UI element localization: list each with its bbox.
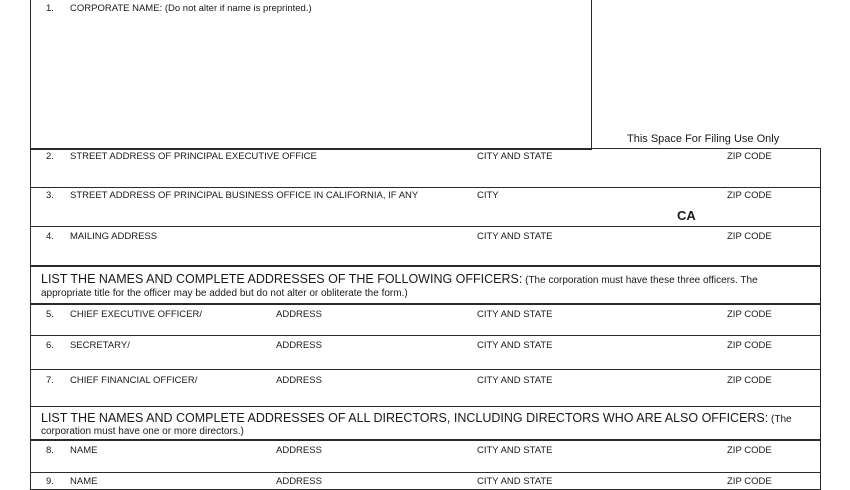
zip-code-label: ZIP CODE [727, 190, 772, 201]
director-name-label: NAME [70, 445, 98, 456]
secretary-label: SECRETARY/ [70, 340, 130, 351]
chief-executive-officer-label: CHIEF EXECUTIVE OFFICER/ [70, 309, 202, 320]
corporate-name-box[interactable] [30, 0, 592, 150]
item-number: 2. [46, 151, 54, 162]
state-value-ca: CA [677, 208, 696, 223]
zip-code-label: ZIP CODE [727, 340, 772, 351]
zip-code-label: ZIP CODE [727, 309, 772, 320]
item-number: 4. [46, 231, 54, 242]
city-label: CITY [477, 190, 499, 201]
zip-code-label: ZIP CODE [727, 445, 772, 456]
item-number: 3. [46, 190, 54, 201]
california-business-office-label: STREET ADDRESS OF PRINCIPAL BUSINESS OFFICE IN CALIFORNIA, IF ANY [70, 190, 419, 201]
address-block [30, 148, 821, 266]
directors-header-line2: corporation must have one or more directors.) [41, 426, 244, 437]
city-state-label: CITY AND STATE [477, 231, 553, 242]
officers-header-line1 [41, 273, 758, 287]
address-label: ADDRESS [276, 445, 322, 456]
city-state-label: CITY AND STATE [477, 375, 553, 386]
item-number: 9. [46, 476, 54, 487]
zip-code-label: ZIP CODE [727, 375, 772, 386]
city-state-label: CITY AND STATE [477, 476, 553, 487]
row-divider [30, 187, 821, 188]
director-name-label: NAME [70, 476, 98, 487]
directors-header-note: (The [768, 414, 792, 425]
item-number: 1. [46, 3, 54, 14]
zip-code-label: ZIP CODE [727, 151, 772, 162]
filing-space-label: This Space For Filing Use Only [627, 133, 780, 145]
address-label: ADDRESS [276, 340, 322, 351]
mailing-address-label: MAILING ADDRESS [70, 231, 158, 242]
zip-code-label: ZIP CODE [727, 476, 772, 487]
row-divider [30, 226, 821, 227]
directors-block [30, 440, 821, 490]
address-label: ADDRESS [276, 309, 322, 320]
officers-header-note: (The corporation must have these three officers. The [522, 275, 758, 286]
city-state-label: CITY AND STATE [477, 309, 553, 320]
officers-header-bold: LIST THE NAMES AND COMPLETE ADDRESSES OF THE FOLLOWING OFFICERS: [41, 272, 523, 286]
address-label: ADDRESS [276, 476, 322, 487]
city-state-label: CITY AND STATE [477, 340, 553, 351]
chief-financial-officer-label: CHIEF FINANCIAL OFFICER/ [70, 375, 198, 386]
directors-header-bold: LIST THE NAMES AND COMPLETE ADDRESSES OF ALL DIRECTORS, INCLUDING DIRECTORS WHO ARE ALSO OFFICERS: [41, 411, 769, 425]
principal-executive-office-label: STREET ADDRESS OF PRINCIPAL EXECUTIVE OFFICE [70, 151, 317, 162]
city-state-label: CITY AND STATE [477, 445, 553, 456]
zip-code-label: ZIP CODE [727, 231, 772, 242]
address-label: ADDRESS [276, 375, 322, 386]
item-number: 7. [46, 375, 54, 386]
row-divider [30, 369, 821, 370]
officers-header-line2: appropriate title for the officer may be added but do not alter or obliterate the form.) [41, 288, 408, 299]
item-number: 6. [46, 340, 54, 351]
city-state-label: CITY AND STATE [477, 151, 553, 162]
item-number: 5. [46, 309, 54, 320]
item-number: 8. [46, 445, 54, 456]
corporate-name-label: CORPORATE NAME: (Do not alter if name is preprinted.) [70, 3, 312, 14]
directors-header-line1 [41, 412, 792, 426]
row-divider [30, 472, 821, 473]
row-divider [30, 335, 821, 336]
